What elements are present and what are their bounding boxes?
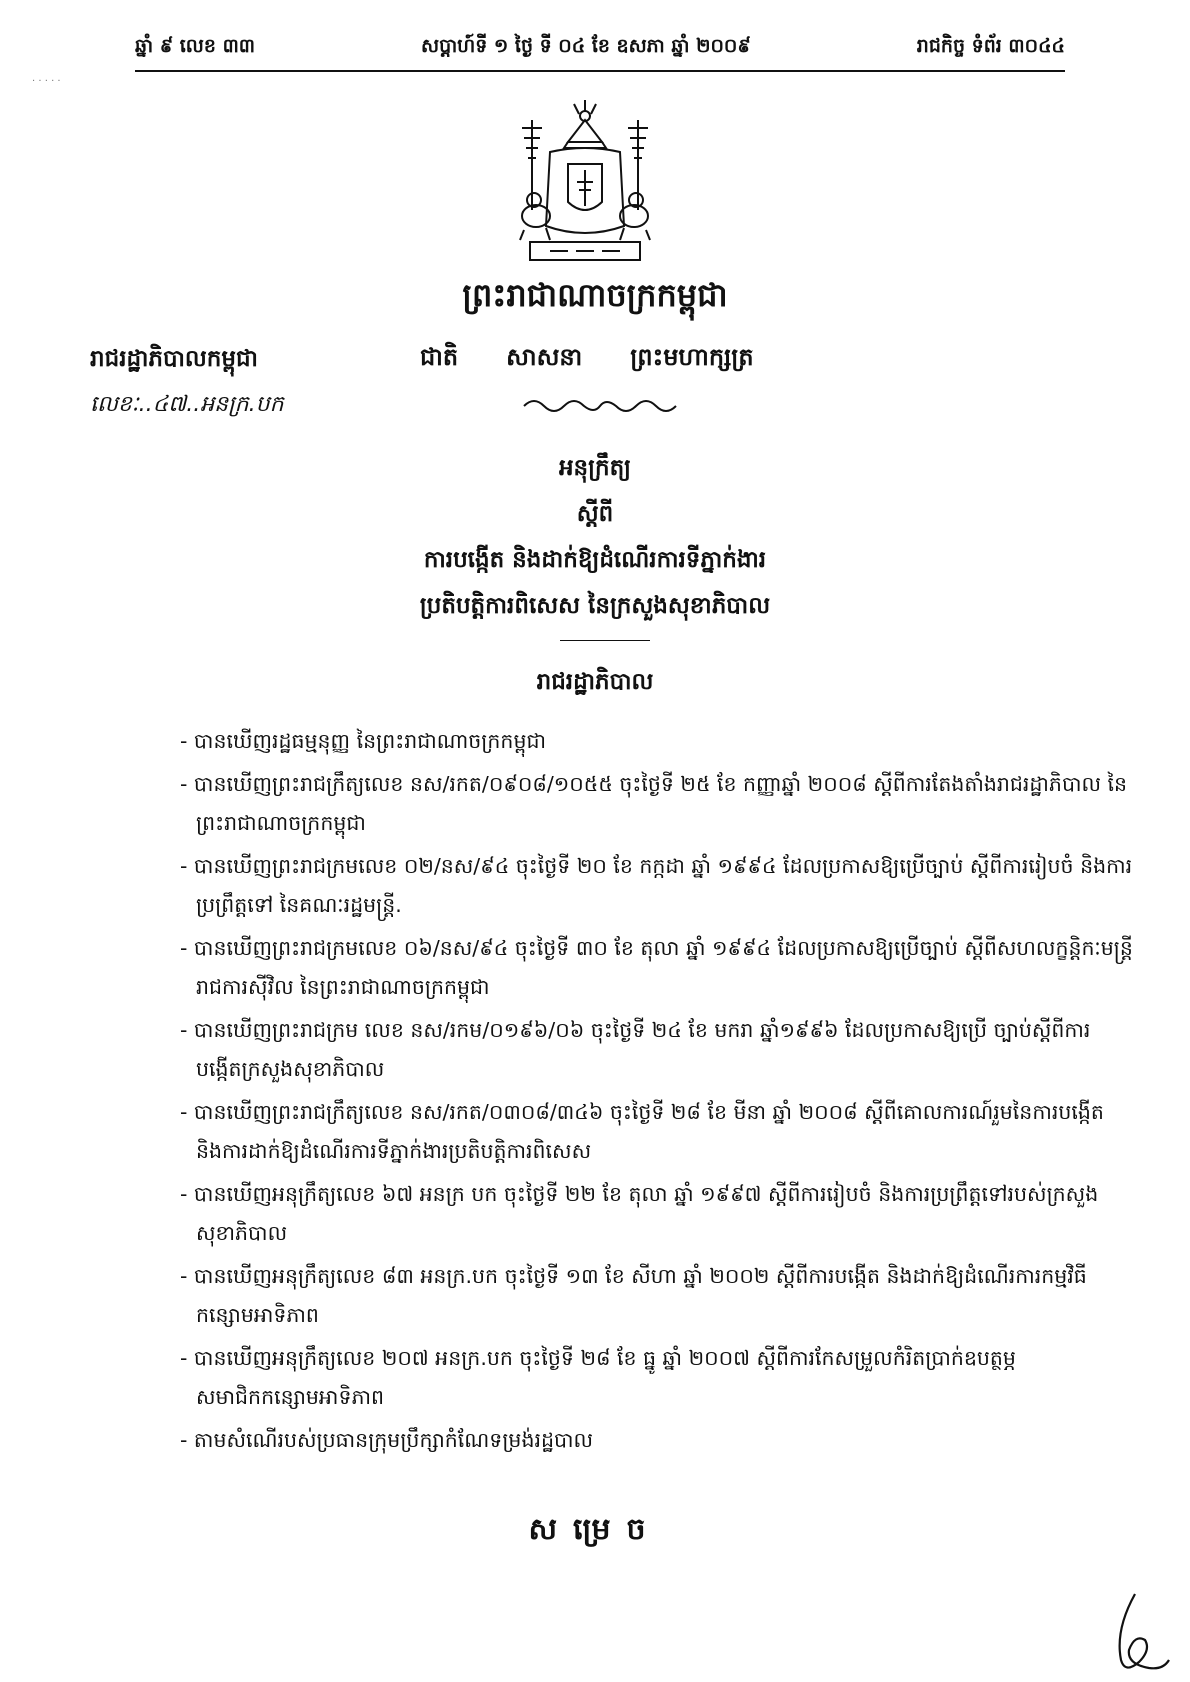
gazette-header [135, 34, 1065, 62]
title-divider [560, 640, 650, 641]
section-heading: រាជរដ្ឋាភិបាល [536, 669, 654, 695]
gazette-page-number: រាជកិច្ច ទំព័រ ៣០៤៤ [916, 35, 1065, 57]
initial-signature-icon [1105, 1590, 1175, 1675]
recital-item: - បានឃើញព្រះរាជក្រមលេខ ០២/នស/៩៤ ចុះថ្ងៃទី ២០ ខែ កក្កដា ឆ្នាំ ១៩៩៤ ដែលប្រកាសឱ្យប្រើច្បាប់ ស្តីពីការរៀបចំ និងការប្រព្រឹត្តទៅ នៃគណៈរដ្ឋមន្ត្រី. [180, 847, 1135, 925]
motto-religion: សាសនា [506, 343, 583, 371]
gazette-date: សប្តាហ៍ទី ១ ថ្ងៃ ទី ០៤ ខែ ឧសភា ឆ្នាំ ២០០៩ [420, 35, 751, 57]
royal-coat-of-arms-icon [510, 98, 660, 268]
kingdom-name: ព្រះរាជាណាចក្រកម្ពុជា [462, 276, 728, 314]
reference-number: លេខៈ..៤៧..អនក្រ.បក [90, 392, 284, 417]
recital-item: - បានឃើញអនុក្រឹត្យលេខ ៨៣ អនក្រ.បក ចុះថ្ងៃទី ១៣ ខែ សីហា ឆ្នាំ ២០០២ ស្តីពីការបង្កើត និងដាក់ឱ្យដំណើរការកម្មវិធីកន្សោមអាទិភាព [180, 1257, 1135, 1335]
decision-heading: សម្រេច [528, 1512, 662, 1547]
title-subject-line-1: ការបង្កើត និងដាក់ឱ្យដំណើរការទីភ្នាក់ងារ [423, 547, 767, 573]
gazette-issue: ឆ្នាំ ៩ លេខ ៣៣ [135, 35, 256, 57]
margin-mark: · · · · · [32, 76, 61, 87]
decree-title [0, 445, 1190, 629]
recital-item: - តាមសំណើរបស់ប្រធានក្រុមប្រឹក្សាកំណែទម្រង់រដ្ឋបាល [180, 1421, 1135, 1460]
government-label: រាជរដ្ឋាភិបាលកម្ពុជា [90, 346, 258, 372]
title-subject-line-2: ប្រតិបត្តិការពិសេស នៃក្រសួងសុខាភិបាល [419, 593, 771, 619]
motto-nation: ជាតិ [420, 343, 459, 371]
national-motto [420, 342, 754, 377]
header-rule [135, 70, 1065, 72]
recital-item: - បានឃើញព្រះរាជក្រម លេខ នស/រកម/០១៩៦/០៦ ចុះថ្ងៃទី ២៤ ខែ មករា ឆ្នាំ១៩៩៦ ដែលប្រកាសឱ្យប្រើ ច្បាប់ស្តីពីការបង្កើតក្រសួងសុខាភិបាល [180, 1011, 1135, 1089]
motto-king: ព្រះមហាក្សត្រ [630, 343, 754, 371]
title-on: ស្តីពី [576, 501, 614, 527]
recital-item: - បានឃើញអនុក្រឹត្យលេខ ៦៧ អនក្រ បក ចុះថ្ងៃទី ២២ ខែ តុលា ឆ្នាំ ១៩៩៧ ស្តីពីការរៀបចំ និងការប្រព្រឹត្តទៅរបស់ក្រសួងសុខាភិបាល [180, 1175, 1135, 1253]
recital-item: - បានឃើញព្រះរាជក្រឹត្យលេខ នស/រកត/០៣០៨/៣៤៦ ចុះថ្ងៃទី ២៨ ខែ មីនា ឆ្នាំ ២០០៨ ស្តីពីគោលការណ៍រួមនៃការបង្កើត និងការដាក់ឱ្យដំណើរការទីភ្នាក់ងារប្រតិបត្តិការពិសេស [180, 1093, 1135, 1171]
recital-item: - បានឃើញអនុក្រឹត្យលេខ ២០៧ អនក្រ.បក ចុះថ្ងៃទី ២៨ ខែ ធ្នូ ឆ្នាំ ២០០៧ ស្តីពីការកែសម្រួលកំរិតប្រាក់ឧបត្ថម្ភសមាជិកកន្សោមអាទិភាព [180, 1339, 1135, 1417]
recital-item: - បានឃើញរដ្ឋធម្មនុញ្ញ នៃព្រះរាជាណាចក្រកម្ពុជា [180, 722, 1135, 761]
ornament-divider-icon [520, 392, 680, 418]
title-subdecree: អនុក្រឹត្យ [558, 455, 632, 481]
recital-item: - បានឃើញព្រះរាជក្រឹត្យលេខ នស/រកត/០៩០៨/១០៥៥ ចុះថ្ងៃទី ២៥ ខែ កញ្ញាឆ្នាំ ២០០៨ ស្តីពីការតែងតាំងរាជរដ្ឋាភិបាល នៃព្រះរាជាណាចក្រកម្ពុជា [180, 765, 1135, 843]
recitals-list [180, 722, 1135, 1464]
recital-item: - បានឃើញព្រះរាជក្រមលេខ ០៦/នស/៩៤ ចុះថ្ងៃទី ៣០ ខែ តុលា ឆ្នាំ ១៩៩៤ ដែលប្រកាសឱ្យប្រើច្បាប់ ស្តីពីសហលក្ខន្តិកៈមន្ត្រីរាជការស៊ីវិល នៃព្រះរាជាណាចក្រកម្ពុជា [180, 929, 1135, 1007]
